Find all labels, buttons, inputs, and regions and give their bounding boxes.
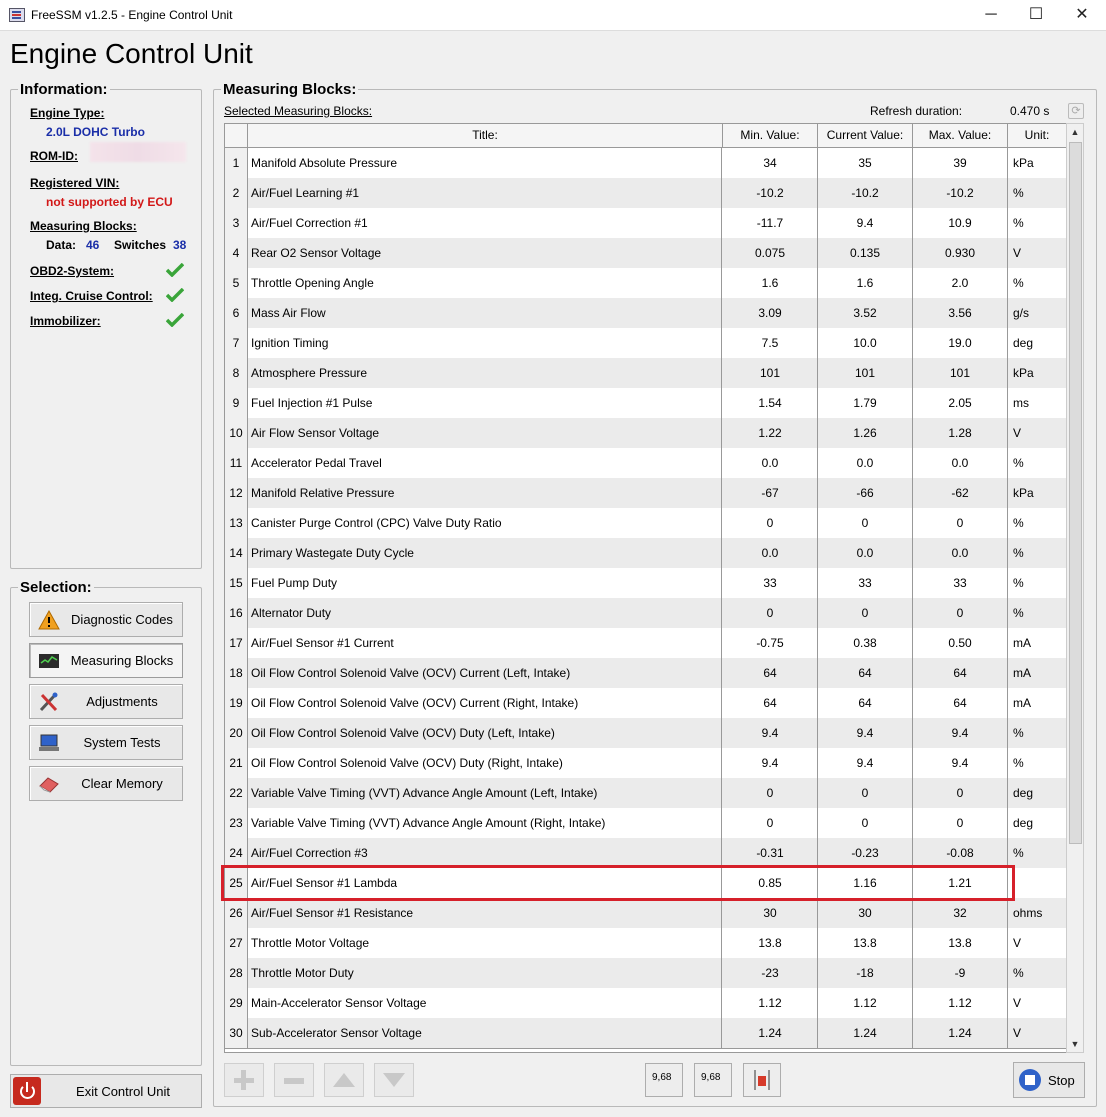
row-min-value: 0.075 xyxy=(723,238,818,268)
row-index: 8 xyxy=(225,358,248,388)
row-max-value: 1.28 xyxy=(913,418,1008,448)
table-row[interactable] xyxy=(225,778,1066,809)
row-current-value: 33 xyxy=(818,568,913,598)
row-index: 3 xyxy=(225,208,248,238)
row-unit: % xyxy=(1013,216,1024,230)
table-row[interactable] xyxy=(225,538,1066,569)
row-unit: kPa xyxy=(1013,486,1034,500)
remove-block-button[interactable] xyxy=(274,1063,314,1097)
row-max-value: 0.930 xyxy=(913,238,1008,268)
row-min-value: 3.09 xyxy=(723,298,818,328)
row-title: Canister Purge Control (CPC) Valve Duty Ratio xyxy=(248,508,722,538)
row-index: 13 xyxy=(225,508,248,538)
row-index: 12 xyxy=(225,478,248,508)
row-min-value: 0 xyxy=(723,778,818,808)
row-index: 6 xyxy=(225,298,248,328)
power-icon xyxy=(13,1077,41,1105)
obd2-label: OBD2-System: xyxy=(30,264,115,278)
table-row[interactable] xyxy=(225,298,1066,329)
row-max-value: 1.24 xyxy=(913,1018,1008,1048)
row-min-value: 9.4 xyxy=(723,748,818,778)
header-current[interactable]: Current Value: xyxy=(818,124,913,147)
table-row[interactable] xyxy=(225,268,1066,299)
min-values-icon: 9,68 xyxy=(652,1072,672,1083)
stop-label: Stop xyxy=(1048,1073,1075,1088)
selected-blocks-label: Selected Measuring Blocks: xyxy=(224,104,373,118)
measuring-blocks-table[interactable] xyxy=(224,123,1067,1053)
row-min-value: 0.0 xyxy=(723,538,818,568)
row-unit: V xyxy=(1013,996,1022,1010)
row-max-value: 64 xyxy=(913,658,1008,688)
row-current-value: 0.0 xyxy=(818,538,913,568)
window-title: FreeSSM v1.2.5 - Engine Control Unit xyxy=(31,8,233,22)
row-title: Oil Flow Control Solenoid Valve (OCV) Current (Right, Intake) xyxy=(248,688,722,718)
row-title: Fuel Pump Duty xyxy=(248,568,722,598)
table-row[interactable] xyxy=(225,178,1066,209)
reset-values-button[interactable] xyxy=(743,1063,781,1097)
row-unit: % xyxy=(1013,186,1024,200)
maximize-button[interactable]: ☐ xyxy=(1028,6,1044,23)
row-max-value: 0 xyxy=(913,508,1008,538)
stop-icon xyxy=(1019,1069,1041,1091)
minus-icon xyxy=(284,1078,304,1084)
row-unit: kPa xyxy=(1013,156,1034,170)
table-row[interactable] xyxy=(225,478,1066,509)
row-min-value: 101 xyxy=(723,358,818,388)
table-scrollbar[interactable] xyxy=(1066,123,1084,1053)
row-current-value: 0 xyxy=(818,508,913,538)
scrollbar-thumb[interactable] xyxy=(1069,142,1082,844)
table-row[interactable] xyxy=(225,508,1066,539)
rom-id-label: ROM-ID: xyxy=(30,149,78,163)
row-index: 17 xyxy=(225,628,248,658)
data-label: Data: xyxy=(46,238,77,252)
table-row[interactable] xyxy=(225,718,1066,749)
measuring-blocks-label: Measuring Blocks: xyxy=(30,219,137,233)
row-max-value: 19.0 xyxy=(913,328,1008,358)
switches-count: 38 xyxy=(173,238,187,252)
move-down-button[interactable] xyxy=(374,1063,414,1097)
row-current-value: 9.4 xyxy=(818,208,913,238)
immobilizer-label: Immobilizer: xyxy=(30,314,101,328)
table-row[interactable] xyxy=(225,208,1066,239)
row-title: Mass Air Flow xyxy=(248,298,722,328)
row-index: 20 xyxy=(225,718,248,748)
row-current-value: -66 xyxy=(818,478,913,508)
switches-label: Switches xyxy=(114,238,167,252)
scroll-down-icon[interactable]: ▼ xyxy=(1070,1039,1080,1049)
table-row[interactable] xyxy=(225,658,1066,689)
row-min-value: 0 xyxy=(723,598,818,628)
header-title[interactable]: Title: xyxy=(248,124,723,147)
table-row[interactable] xyxy=(225,898,1066,929)
tools-icon xyxy=(38,692,60,712)
row-current-value: 0 xyxy=(818,598,913,628)
row-current-value: 10.0 xyxy=(818,328,913,358)
row-current-value: 30 xyxy=(818,898,913,928)
row-current-value: -10.2 xyxy=(818,178,913,208)
arrow-down-icon xyxy=(383,1073,405,1087)
row-title: Air/Fuel Sensor #1 Resistance xyxy=(248,898,722,928)
rom-id-redacted xyxy=(90,142,186,162)
row-max-value: 0.0 xyxy=(913,538,1008,568)
row-current-value: 1.26 xyxy=(818,418,913,448)
show-min-button[interactable] xyxy=(645,1063,683,1097)
row-unit: ms xyxy=(1013,396,1029,410)
table-row[interactable] xyxy=(225,568,1066,599)
row-min-value: 34 xyxy=(723,148,818,178)
row-max-value: 2.0 xyxy=(913,268,1008,298)
adjustments-label: Adjustments xyxy=(86,694,158,709)
row-title: Manifold Relative Pressure xyxy=(248,478,722,508)
row-unit: deg xyxy=(1013,816,1034,830)
row-current-value: 64 xyxy=(818,688,913,718)
row-min-value: -0.31 xyxy=(723,838,818,868)
table-row[interactable] xyxy=(225,418,1066,449)
row-unit: V xyxy=(1013,246,1022,260)
row-min-value: -10.2 xyxy=(723,178,818,208)
warning-icon xyxy=(38,610,60,630)
row-index: 23 xyxy=(225,808,248,838)
row-current-value: 0 xyxy=(818,808,913,838)
reset-icon xyxy=(752,1069,772,1091)
minimize-button[interactable]: ─ xyxy=(985,6,997,23)
row-index: 18 xyxy=(225,658,248,688)
engine-type-label: Engine Type: xyxy=(30,106,105,120)
row-min-value: 1.24 xyxy=(723,1018,818,1048)
system-tests-label: System Tests xyxy=(83,735,161,750)
row-max-value: 3.56 xyxy=(913,298,1008,328)
table-header xyxy=(225,124,1066,148)
row-title: Main-Accelerator Sensor Voltage xyxy=(248,988,722,1018)
row-title: Atmosphere Pressure xyxy=(248,358,722,388)
row-title: Oil Flow Control Solenoid Valve (OCV) Duty (Right, Intake) xyxy=(248,748,722,778)
row-max-value: 0.50 xyxy=(913,628,1008,658)
row-index: 14 xyxy=(225,538,248,568)
row-max-value: 32 xyxy=(913,898,1008,928)
row-title: Oil Flow Control Solenoid Valve (OCV) Duty (Left, Intake) xyxy=(248,718,722,748)
table-row[interactable] xyxy=(225,748,1066,779)
row-current-value: 1.6 xyxy=(818,268,913,298)
row-min-value: 0.85 xyxy=(723,868,818,898)
close-button[interactable]: ✕ xyxy=(1075,6,1089,23)
header-index xyxy=(225,124,248,147)
diagnostic-codes-label: Diagnostic Codes xyxy=(71,612,173,627)
row-current-value: -18 xyxy=(818,958,913,988)
row-unit: V xyxy=(1013,936,1022,950)
add-block-button[interactable] xyxy=(224,1063,264,1097)
table-row[interactable] xyxy=(225,598,1066,629)
show-max-button[interactable] xyxy=(694,1063,732,1097)
row-current-value: 101 xyxy=(818,358,913,388)
table-row[interactable] xyxy=(225,808,1066,839)
row-title: Sub-Accelerator Sensor Voltage xyxy=(248,1018,722,1048)
row-max-value: -9 xyxy=(913,958,1008,988)
row-current-value: 9.4 xyxy=(818,748,913,778)
row-title: Ignition Timing xyxy=(248,328,722,358)
row-min-value: 1.6 xyxy=(723,268,818,298)
row-title: Air/Fuel Sensor #1 Lambda xyxy=(248,868,722,898)
row-min-value: 64 xyxy=(723,658,818,688)
row-index: 1 xyxy=(225,148,248,178)
row-current-value: -0.23 xyxy=(818,838,913,868)
row-min-value: -67 xyxy=(723,478,818,508)
row-title: Air/Fuel Correction #1 xyxy=(248,208,722,238)
cruise-control-label: Integ. Cruise Control: xyxy=(30,289,153,303)
row-min-value: 0 xyxy=(723,808,818,838)
row-max-value: 10.9 xyxy=(913,208,1008,238)
row-current-value: 35 xyxy=(818,148,913,178)
system-tests-button[interactable] xyxy=(29,725,183,760)
row-unit: % xyxy=(1013,276,1024,290)
row-max-value: 101 xyxy=(913,358,1008,388)
row-min-value: 33 xyxy=(723,568,818,598)
row-index: 5 xyxy=(225,268,248,298)
page-title: Engine Control Unit xyxy=(10,38,253,69)
row-max-value: -0.08 xyxy=(913,838,1008,868)
row-title: Oil Flow Control Solenoid Valve (OCV) Current (Left, Intake) xyxy=(248,658,722,688)
row-unit xyxy=(1008,868,1066,898)
row-current-value: 1.24 xyxy=(818,1018,913,1048)
row-min-value: 30 xyxy=(723,898,818,928)
row-unit: V xyxy=(1013,426,1022,440)
row-unit: % xyxy=(1013,606,1024,620)
row-unit: % xyxy=(1013,516,1024,530)
row-max-value: 39 xyxy=(913,148,1008,178)
row-min-value: 1.12 xyxy=(723,988,818,1018)
row-index: 10 xyxy=(225,418,248,448)
row-unit: % xyxy=(1013,726,1024,740)
table-row[interactable] xyxy=(225,628,1066,659)
row-title: Throttle Opening Angle xyxy=(248,268,722,298)
row-max-value: 0 xyxy=(913,808,1008,838)
monitor-graph-icon xyxy=(38,651,60,671)
row-current-value: 1.16 xyxy=(818,868,913,898)
header-max[interactable]: Max. Value: xyxy=(913,124,1008,147)
measuring-blocks-group-title: Measuring Blocks: xyxy=(223,81,357,98)
exit-control-unit-label: Exit Control Unit xyxy=(76,1084,170,1099)
row-unit: deg xyxy=(1013,786,1034,800)
row-title: Manifold Absolute Pressure xyxy=(248,148,722,178)
row-current-value: 1.12 xyxy=(818,988,913,1018)
eraser-icon xyxy=(38,774,60,794)
row-min-value: -0.75 xyxy=(723,628,818,658)
table-row[interactable] xyxy=(225,868,1066,899)
refresh-duration-label: Refresh duration: xyxy=(870,104,963,118)
refresh-duration-value: 0.470 s xyxy=(1010,104,1050,118)
vin-value: not supported by ECU xyxy=(46,195,173,209)
row-min-value: 9.4 xyxy=(723,718,818,748)
row-index: 27 xyxy=(225,928,248,958)
row-unit: mA xyxy=(1013,636,1031,650)
row-min-value: 0 xyxy=(723,508,818,538)
row-current-value: 9.4 xyxy=(818,718,913,748)
row-current-value: 3.52 xyxy=(818,298,913,328)
row-max-value: -62 xyxy=(913,478,1008,508)
plus-icon xyxy=(234,1072,254,1088)
row-max-value: 2.05 xyxy=(913,388,1008,418)
row-index: 29 xyxy=(225,988,248,1018)
refresh-icon[interactable]: ⟳ xyxy=(1068,103,1084,119)
row-title: Air/Fuel Correction #3 xyxy=(248,838,722,868)
row-title: Primary Wastegate Duty Cycle xyxy=(248,538,722,568)
row-unit: V xyxy=(1013,1026,1022,1040)
row-title: Throttle Motor Voltage xyxy=(248,928,722,958)
row-index: 4 xyxy=(225,238,248,268)
row-max-value: 0 xyxy=(913,598,1008,628)
row-min-value: 1.22 xyxy=(723,418,818,448)
row-unit: % xyxy=(1013,576,1024,590)
row-title: Throttle Motor Duty xyxy=(248,958,722,988)
row-min-value: -23 xyxy=(723,958,818,988)
table-row[interactable] xyxy=(225,388,1066,419)
row-min-value: 7.5 xyxy=(723,328,818,358)
row-title: Variable Valve Timing (VVT) Advance Angle Amount (Right, Intake) xyxy=(248,808,722,838)
row-title: Air/Fuel Learning #1 xyxy=(248,178,722,208)
header-min[interactable]: Min. Value: xyxy=(723,124,818,147)
row-index: 28 xyxy=(225,958,248,988)
row-title: Air Flow Sensor Voltage xyxy=(248,418,722,448)
row-unit: % xyxy=(1013,966,1024,980)
row-index: 21 xyxy=(225,748,248,778)
vin-label: Registered VIN: xyxy=(30,176,120,190)
arrow-up-icon xyxy=(333,1073,355,1087)
row-unit: mA xyxy=(1013,696,1031,710)
row-min-value: 0.0 xyxy=(723,448,818,478)
table-row[interactable] xyxy=(225,238,1066,269)
row-max-value: 1.12 xyxy=(913,988,1008,1018)
data-count: 46 xyxy=(86,238,100,252)
table-row[interactable] xyxy=(225,328,1066,359)
row-title: Air/Fuel Sensor #1 Current xyxy=(248,628,722,658)
row-unit: mA xyxy=(1013,666,1031,680)
table-row[interactable] xyxy=(225,838,1066,869)
exit-control-unit-button[interactable] xyxy=(10,1074,202,1108)
row-title: Accelerator Pedal Travel xyxy=(248,448,722,478)
diagnostic-codes-button[interactable] xyxy=(29,602,183,637)
checkmark-icon xyxy=(166,263,184,277)
table-row[interactable] xyxy=(225,928,1066,959)
row-unit: deg xyxy=(1013,336,1034,350)
row-title: Fuel Injection #1 Pulse xyxy=(248,388,722,418)
move-up-button[interactable] xyxy=(324,1063,364,1097)
measuring-blocks-label: Measuring Blocks xyxy=(70,653,174,668)
row-max-value: 0.0 xyxy=(913,448,1008,478)
row-index: 19 xyxy=(225,688,248,718)
row-max-value: 9.4 xyxy=(913,748,1008,778)
row-min-value: 1.54 xyxy=(723,388,818,418)
row-current-value: 0.135 xyxy=(818,238,913,268)
checkmark-icon xyxy=(166,288,184,302)
row-index: 22 xyxy=(225,778,248,808)
row-index: 30 xyxy=(225,1018,248,1048)
row-max-value: 64 xyxy=(913,688,1008,718)
row-unit: % xyxy=(1013,846,1024,860)
app-icon xyxy=(9,8,25,22)
adjustments-button[interactable] xyxy=(29,684,183,719)
header-unit[interactable]: Unit: xyxy=(1024,128,1050,142)
checkmark-icon xyxy=(166,313,184,327)
row-current-value: 0.38 xyxy=(818,628,913,658)
row-title: Variable Valve Timing (VVT) Advance Angle Amount (Left, Intake) xyxy=(248,778,722,808)
table-row[interactable] xyxy=(225,688,1066,719)
clear-memory-label: Clear Memory xyxy=(81,776,163,791)
table-row[interactable] xyxy=(225,358,1066,389)
row-index: 15 xyxy=(225,568,248,598)
row-current-value: 1.79 xyxy=(818,388,913,418)
row-index: 26 xyxy=(225,898,248,928)
measuring-blocks-button[interactable] xyxy=(29,643,183,678)
row-current-value: 64 xyxy=(818,658,913,688)
row-unit: g/s xyxy=(1013,306,1030,320)
table-row[interactable] xyxy=(225,1018,1066,1049)
stop-button[interactable] xyxy=(1013,1062,1085,1098)
laptop-icon xyxy=(38,733,60,753)
table-row[interactable] xyxy=(225,148,1066,179)
row-max-value: 33 xyxy=(913,568,1008,598)
row-index: 7 xyxy=(225,328,248,358)
table-row[interactable] xyxy=(225,958,1066,989)
row-unit: % xyxy=(1013,756,1024,770)
max-values-icon: 9,68 xyxy=(701,1072,721,1083)
row-min-value: 64 xyxy=(723,688,818,718)
row-max-value: 0 xyxy=(913,778,1008,808)
row-unit: kPa xyxy=(1013,366,1034,380)
table-row[interactable] xyxy=(225,988,1066,1019)
selection-group-title: Selection: xyxy=(20,579,92,596)
row-max-value: 9.4 xyxy=(913,718,1008,748)
row-title: Rear O2 Sensor Voltage xyxy=(248,238,722,268)
row-max-value: 13.8 xyxy=(913,928,1008,958)
scroll-up-icon[interactable]: ▲ xyxy=(1070,127,1080,137)
row-index: 11 xyxy=(225,448,248,478)
row-current-value: 0 xyxy=(818,778,913,808)
row-index: 2 xyxy=(225,178,248,208)
row-index: 24 xyxy=(225,838,248,868)
row-max-value: 1.21 xyxy=(913,868,1008,898)
row-unit: % xyxy=(1013,456,1024,470)
row-unit: % xyxy=(1013,546,1024,560)
row-title: Alternator Duty xyxy=(248,598,722,628)
row-min-value: 13.8 xyxy=(723,928,818,958)
row-index: 9 xyxy=(225,388,248,418)
information-group-title: Information: xyxy=(20,81,108,98)
clear-memory-button[interactable] xyxy=(29,766,183,801)
row-current-value: 13.8 xyxy=(818,928,913,958)
row-index: 25 xyxy=(225,868,248,898)
row-max-value: -10.2 xyxy=(913,178,1008,208)
row-current-value: 0.0 xyxy=(818,448,913,478)
title-bar xyxy=(0,0,1106,31)
table-row[interactable] xyxy=(225,448,1066,479)
row-unit: ohms xyxy=(1013,906,1043,920)
row-index: 16 xyxy=(225,598,248,628)
row-min-value: -11.7 xyxy=(723,208,818,238)
engine-type-value: 2.0L DOHC Turbo xyxy=(46,125,145,139)
